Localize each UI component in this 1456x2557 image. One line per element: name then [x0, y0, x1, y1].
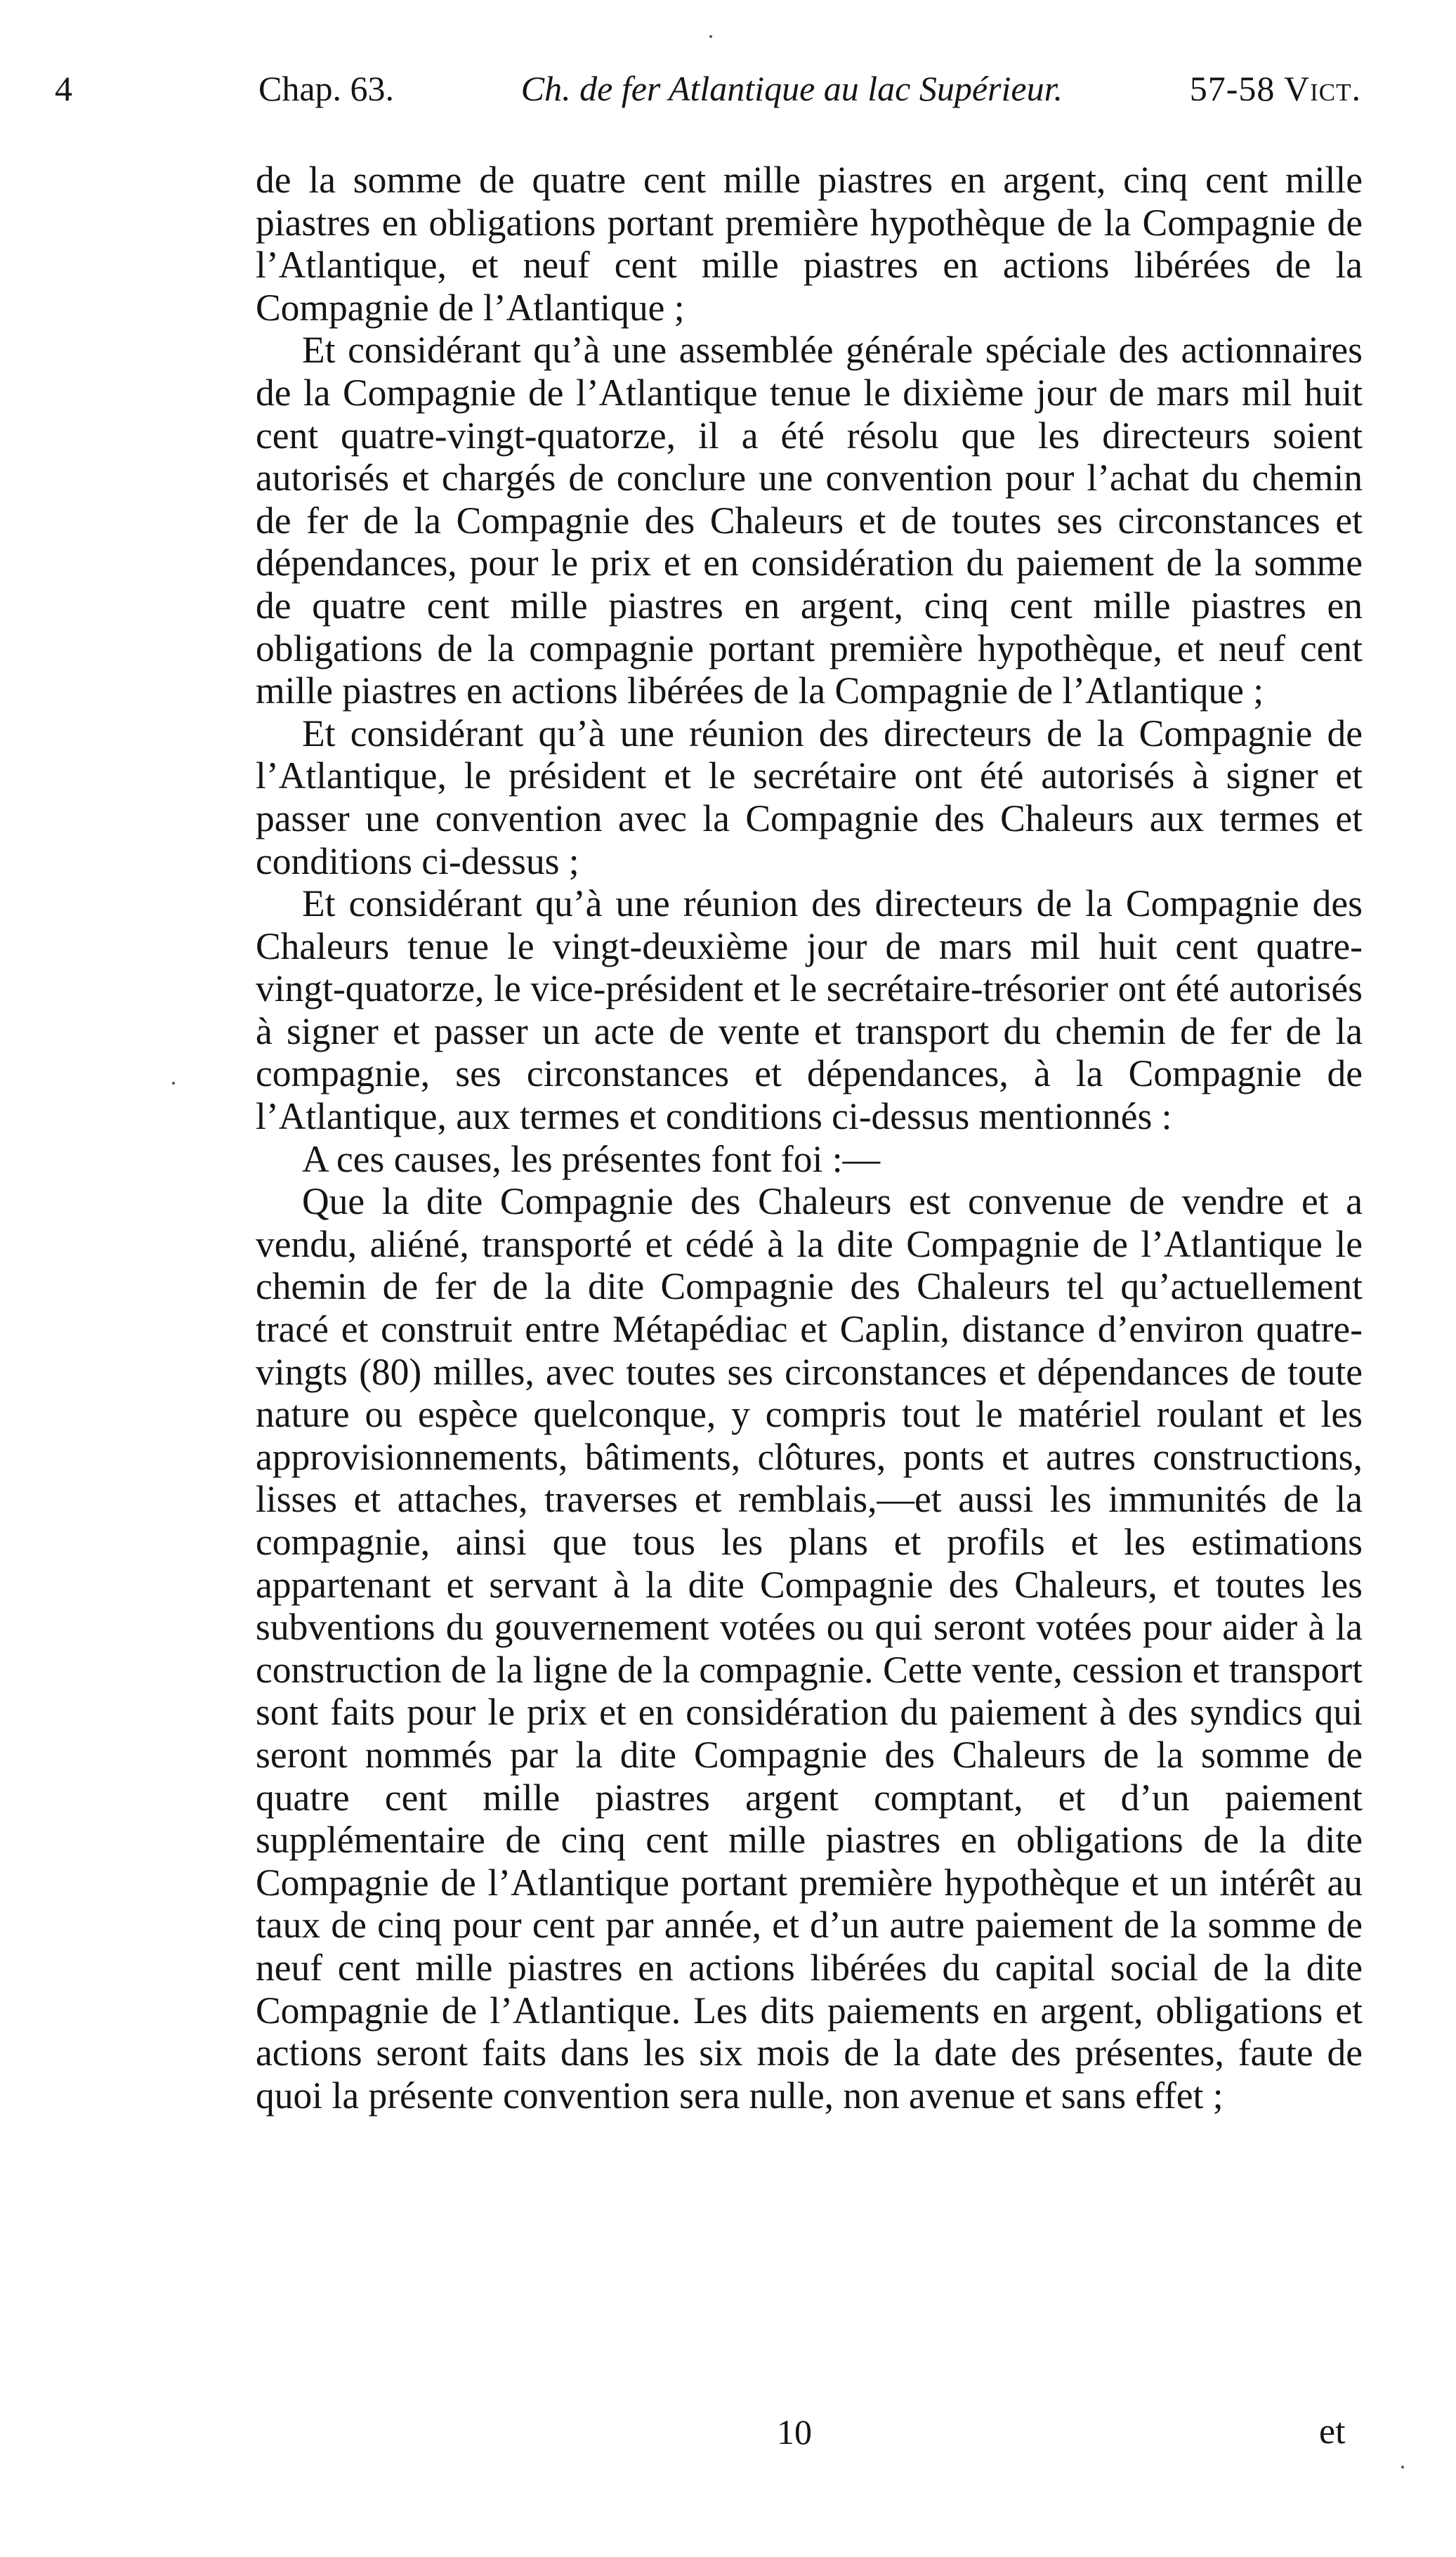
chapter-number: Chap. 63.	[258, 69, 395, 108]
catchword: et	[1319, 2412, 1346, 2452]
paragraph-atlantic-directors: Et considérant qu’à une réunion des directeurs de la Compagnie de l’Atlantique, le président et le secrétaire ont été autorisés à signer et passer une convention avec la Compagnie des Chaleurs aux termes et conditions ci-dessus ;	[256, 712, 1363, 882]
paragraph-sale-terms: Que la dite Compagnie des Chaleurs est convenue de vendre et a vendu, aliéné, transporté et cédé à la dite Compagnie de l’Atlantique le chemin de fer de la dite Compagnie des Chaleurs tel qu’actuellement tracé et construit entre Métapédiac et Caplin, distance d’environ quatre-vingts (80) milles, avec toutes ses circonstances et dépendances de toute nature ou espèce quelconque, y compris tout le matériel roulant et les approvisionnements, bâtiments, clôtures, ponts et autres constructions, lisses et attaches, traverses et remblais,—et aussi les immunités de la compagnie, ainsi que tous les plans et profils et les estimations appartenant et servant à la dite Compagnie des Chaleurs, et toutes les subventions du gouvernement votées ou qui seront votées pour aider à la construction de la ligne de la compagnie. Cette vente, cession et transport sont faits pour le prix et en considération du paiement à des syndics qui seront nommés par la dite Compagnie des Chaleurs de la somme de quatre cent mille piastres argent comptant, et d’un paiement supplémentaire de cinq cent mille piastres en obligations de la dite Compagnie de l’Atlantique portant première hypothèque et un intérêt au taux de cinq pour cent par année, et d’un autre paiement de la somme de neuf cent mille piastres en actions libérées du capital social de la dite Compagnie de l’Atlantique. Les dits paiements en argent, obligations et actions seront faits dans les six mois de la date des présentes, faute de quoi la présente convention sera nulle, non avenue et sans effet ;	[256, 1180, 1363, 2117]
ink-speck	[709, 35, 712, 38]
paragraph-shareholders-meeting: Et considérant qu’à une assemblée générale spéciale des actionnaires de la Compagnie de l’Atlantique tenue le dixième jour de mars mil huit cent quatre-vingt-quatorze, il a été résolu que les directeurs soient autorisés et chargés de conclure une convention pour l’achat du chemin de fer de la Compagnie des Chaleurs et de toutes ses circonstances et dépendances, pour le prix et en considération du paiement de la somme de quatre cent mille piastres en argent, cinq cent mille piastres en obligations de la compagnie portant première hypothèque, et neuf cent mille piastres en actions libérées de la Compagnie de l’Atlantique ;	[256, 329, 1363, 712]
act-title: Ch. de fer Atlantique au lac Supérieur.	[520, 69, 1063, 108]
ink-speck	[1401, 2466, 1404, 2468]
signature-mark: 10	[777, 2412, 812, 2452]
paragraph-continuation: de la somme de quatre cent mille piastres en argent, cinq cent mille piastres en obligations portant première hypothèque de la Compagnie de l’Atlantique, et neuf cent mille piastres en actions libérées de la Compagnie de l’Atlantique ;	[256, 159, 1363, 329]
paragraph-witnesseth: A ces causes, les présentes font foi :—	[302, 1137, 881, 1180]
body-text	[256, 159, 1363, 2117]
running-head	[258, 67, 1361, 110]
session-label: 57-58 Vict.	[1189, 69, 1361, 108]
page-number: 4	[55, 69, 72, 108]
paragraph-chaleurs-directors: Et considérant qu’à une réunion des directeurs de la Compagnie des Chaleurs tenue le vingt-deuxième jour de mars mil huit cent quatre-vingt-quatorze, le vice-président et le secrétaire-trésorier ont été autorisés à signer et passer un acte de vente et transport du chemin de fer de la compagnie, ses circonstances et dépendances, à la Compagnie de l’Atlantique, aux termes et conditions ci-dessus mentionnés :	[256, 882, 1363, 1138]
ink-speck	[172, 1082, 175, 1085]
